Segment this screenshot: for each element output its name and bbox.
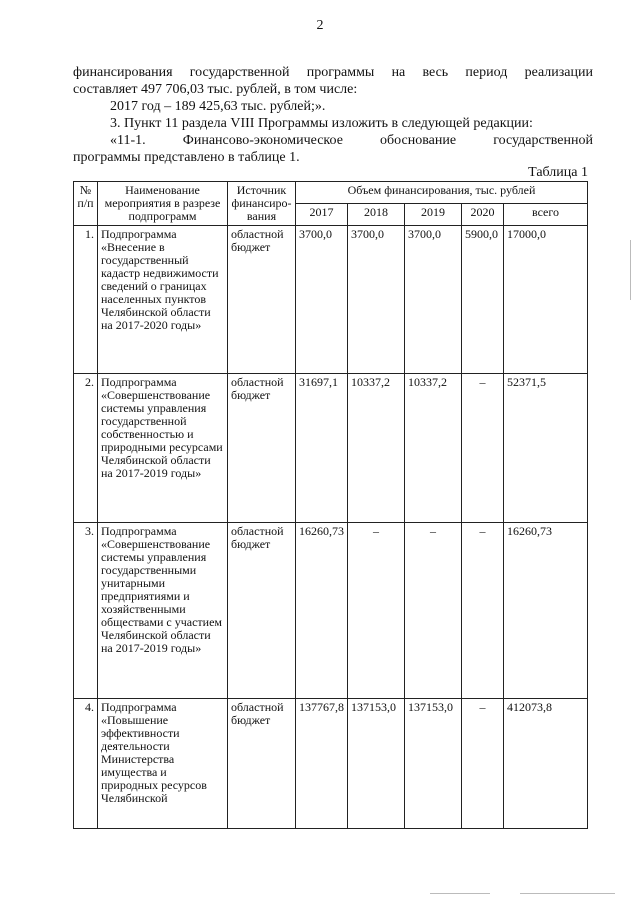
row-source: областной бюджет [228, 226, 296, 374]
row-2017: 3700,0 [296, 226, 348, 374]
scan-artifact [520, 893, 615, 894]
table-header-row [74, 182, 588, 204]
row-total: 52371,5 [504, 374, 588, 523]
row-2017: 137767,8 [296, 699, 348, 829]
row-source: областной бюджет [228, 374, 296, 523]
table-row [74, 226, 588, 374]
row-2017: 31697,1 [296, 374, 348, 523]
intro-line-1: финансирования государственной программы на весь период реализации [73, 65, 593, 80]
row-2017: 16260,73 [296, 523, 348, 699]
row-num: 2. [74, 374, 98, 523]
intro-line-3: 2017 год – 189 425,63 тыс. рублей;». [110, 99, 326, 114]
row-2020: – [462, 374, 504, 523]
intro-line-4: 3. Пункт 11 раздела VIII Программы изложить в следующей редакции: [110, 116, 533, 131]
row-name: Подпрограмма «Внесение в государственный кадастр недвижимости сведений о границах населенных пунктов Челябинской области на 2017-2020 годы» [98, 226, 228, 374]
row-source: областной бюджет [228, 523, 296, 699]
row-2019: 137153,0 [405, 699, 462, 829]
row-name: Подпрограмма «Повышение эффективности деятельности Министерства имущества и природных ресурсов Челябинской [98, 699, 228, 829]
row-2019: 10337,2 [405, 374, 462, 523]
row-num: 1. [74, 226, 98, 374]
header-2017: 2017 [296, 204, 348, 226]
header-num: № п/п [74, 182, 98, 226]
scan-artifact [630, 240, 631, 300]
row-2018: 137153,0 [348, 699, 405, 829]
header-name: Наименование мероприятия в разрезе подпрограмм [98, 182, 228, 226]
row-2020: 5900,0 [462, 226, 504, 374]
row-total: 16260,73 [504, 523, 588, 699]
row-total: 17000,0 [504, 226, 588, 374]
intro-line-6: программы представлено в таблице 1. [73, 150, 300, 165]
row-2018: 3700,0 [348, 226, 405, 374]
financing-table [73, 181, 588, 829]
table-row [74, 523, 588, 699]
row-total: 412073,8 [504, 699, 588, 829]
row-source: областной бюджет [228, 699, 296, 829]
row-2020: – [462, 523, 504, 699]
intro-line-5: «11-1. Финансово-экономическое обоснование государственной [110, 133, 593, 148]
row-2018: 10337,2 [348, 374, 405, 523]
header-2020: 2020 [462, 204, 504, 226]
table-row [74, 699, 588, 829]
page-number: 2 [316, 18, 324, 33]
row-2019: 3700,0 [405, 226, 462, 374]
intro-line-2: составляет 497 706,03 тыс. рублей, в том числе: [73, 82, 358, 97]
header-2018: 2018 [348, 204, 405, 226]
header-volume: Объем финансирования, тыс. рублей [296, 182, 588, 204]
row-2018: – [348, 523, 405, 699]
row-name: Подпрограмма «Совершенствование системы управления государственной собственностью и природными ресурсами Челябинской области на 2017-2019 годы» [98, 374, 228, 523]
row-2019: – [405, 523, 462, 699]
row-2020: – [462, 699, 504, 829]
header-source: Источник финансиро-вания [228, 182, 296, 226]
row-num: 4. [74, 699, 98, 829]
row-name: Подпрограмма «Совершенствование системы управления государственными унитарными предприятиями и хозяйственными обществами с участием Челябинской области на 2017-2019 годы» [98, 523, 228, 699]
table-row [74, 374, 588, 523]
table-label: Таблица 1 [528, 165, 588, 180]
header-2019: 2019 [405, 204, 462, 226]
scan-artifact [430, 893, 490, 894]
row-num: 3. [74, 523, 98, 699]
header-total: всего [504, 204, 588, 226]
